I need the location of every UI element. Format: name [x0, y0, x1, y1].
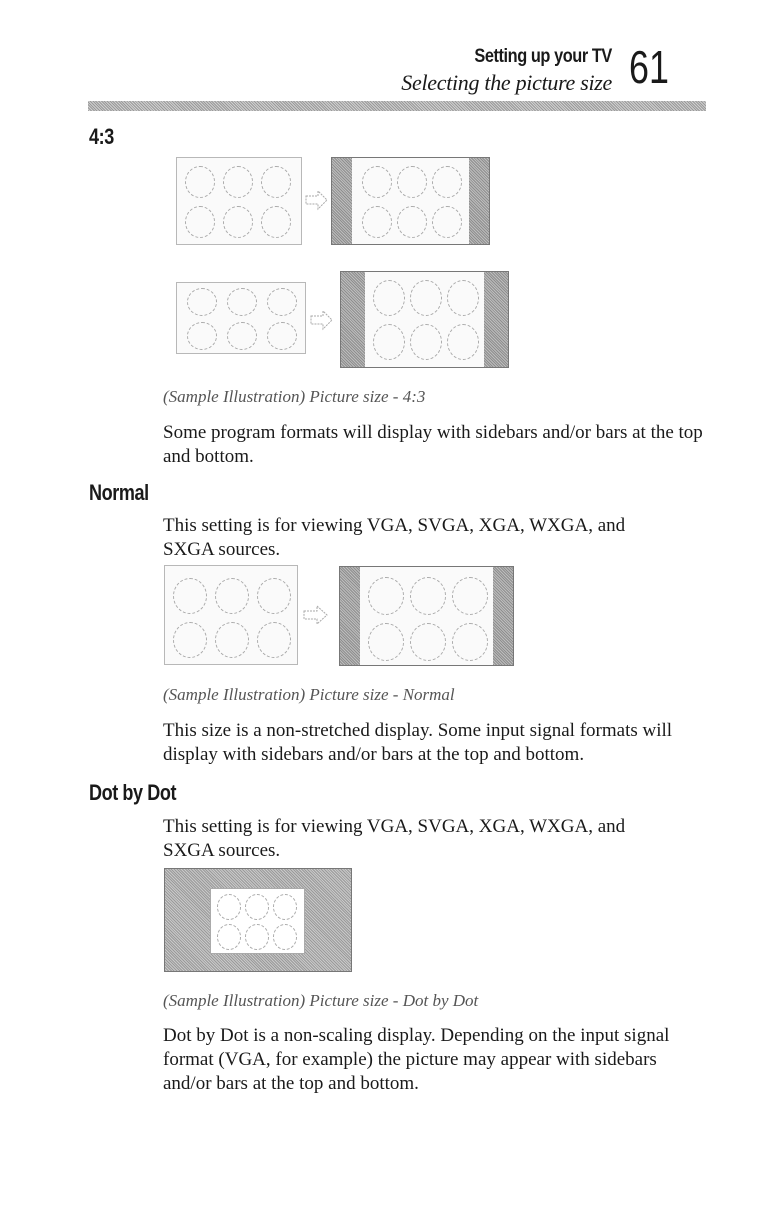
section-heading-dot-by-dot: Dot by Dot: [89, 780, 177, 805]
arrow-right-icon: [303, 603, 329, 627]
paragraph-dot-by-dot-intro: This setting is for viewing VGA, SVGA, XGA, WXGA, and SXGA sources.: [163, 816, 626, 861]
paragraph-normal-intro: This setting is for viewing VGA, SVGA, XGA, WXGA, and SXGA sources.: [163, 515, 626, 560]
running-header-title: Setting up your TV: [474, 46, 612, 67]
arrow-right-icon: [305, 188, 329, 212]
result-screen: [331, 157, 490, 245]
source-screen: [176, 282, 306, 354]
header-rule: [88, 101, 706, 111]
paragraph-normal: This size is a non-stretched display. Some input signal formats will display with sidebars and/or bars at the top and bottom.: [163, 720, 673, 765]
result-screen: [339, 566, 514, 666]
result-screen: [340, 271, 509, 368]
paragraph-dot-by-dot: Dot by Dot is a non-scaling display. Depending on the input signal format (VGA, for example) the picture may appear with sidebars and/or bars at the top and bottom.: [163, 1025, 670, 1094]
caption-normal: (Sample Illustration) Picture size - Normal: [163, 685, 455, 704]
source-screen: [176, 157, 302, 245]
result-screen: [164, 868, 352, 972]
source-screen: [164, 565, 298, 665]
arrow-right-icon: [310, 308, 334, 332]
caption-dot-by-dot: (Sample Illustration) Picture size - Dot by Dot: [163, 991, 479, 1010]
page-number: 61: [629, 41, 669, 93]
running-header-subtitle: Selecting the picture size: [401, 70, 612, 95]
paragraph-4-3: Some program formats will display with sidebars and/or bars at the top and bottom.: [163, 422, 703, 467]
section-heading-4-3: 4:3: [89, 124, 114, 149]
caption-4-3: (Sample Illustration) Picture size - 4:3: [163, 387, 426, 406]
section-heading-normal: Normal: [89, 480, 149, 505]
